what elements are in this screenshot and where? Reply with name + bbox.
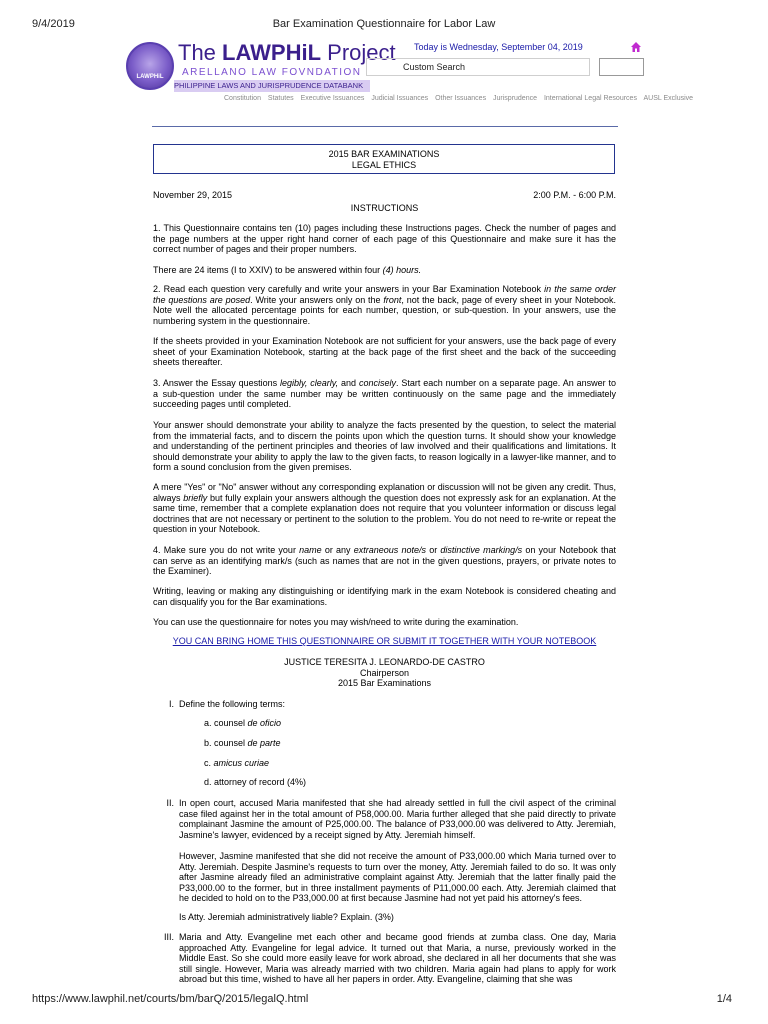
question-1-d: d. attorney of record (4%) (204, 777, 307, 787)
home-icon[interactable] (630, 41, 642, 53)
signatory-role: Chairperson (359, 667, 410, 678)
instruction-4: 4. Make sure you do not write your name or any extraneous note/s or distinctive marking/s on your Notebook that can serve as an identifying mark/s (such as names that are not in the given questions, prayers, or private notes to the Examiner). (153, 545, 616, 577)
exam-date: November 29, 2015 (153, 190, 233, 200)
instruction-extra-sheets: If the sheets provided in your Examination Notebook are not sufficient for your answers, use the back page of every sheet of your Examination Notebook, starting at the back page of the first sheet and the back of the succeeding sheets thereafter. (153, 336, 616, 368)
instruction-answer-quality: Your answer should demonstrate your ability to analyze the facts presented by the question, to select the material from the immaterial facts, and to discern the points upon which the question turns. It should show your knowledge and understanding of the pertinent principles and theories of law involved and their qualifications and limitations. It should demonstrate your ability to apply the law to the given facts, to reason logically in a lawyer-like manner, and to form a sound conclusion from the given premises. (153, 420, 616, 473)
print-page-number: 1/4 (716, 993, 732, 1005)
logo-band: PHILIPPINE LAWS AND JURISPRUDENCE DATABANK (174, 80, 370, 92)
lawphil-logo[interactable] (126, 40, 396, 94)
instruction-cheating: Writing, leaving or making any distinguishing or identifying mark in the exam Notebook is considered cheating and can disqualify you for the Bar examinations. (153, 586, 616, 607)
exam-title: 2015 BAR EXAMINATIONS (328, 149, 440, 159)
nav-other-issuances[interactable]: Other Issuances (435, 95, 487, 102)
question-number: II. (166, 798, 174, 808)
instruction-2: 2. Read each question very carefully and write your answers in your Bar Examination Notebook in the same order the questions are posed. Write your answers only on the front, not the back, page of every sheet in your Notebook. Note well the allocated percentage points for each number, question, or sub-question. In your answers, use the numbering system in the questionnaire. (153, 284, 616, 326)
site-nav (224, 95, 698, 102)
today-date: Today is Wednesday, September 04, 2019 (414, 42, 583, 52)
nav-jurisprudence[interactable]: Jurisprudence (493, 95, 537, 102)
nav-judicial-issuances[interactable]: Judicial Issuances (371, 95, 429, 102)
logo-subtitle: ARELLANO LAW FOVNDATION (182, 67, 362, 78)
nav-ausl-exclusive[interactable]: AUSL Exclusive (643, 95, 694, 102)
question-1-a: a. counsel de oficio (204, 718, 282, 728)
instruction-explain: A mere "Yes" or "No" answer without any corresponding explanation or discussion will not be given any credit. Thus, always briefly but fully explain your answers although the question does not expressly ask for an explanation. At the same time, remember that a complete explanation does not require that you volunteer information or discuss legal doctrines that are not necessary or pertinent to the solution to the problem. You do not need to re-write or repeat the question in your Notebook. (153, 482, 616, 535)
nav-statutes[interactable]: Statutes (267, 95, 294, 102)
bring-home-notice: YOU CAN BRING HOME THIS QUESTIONNAIRE OR SUBMIT IT TOGETHER WITH YOUR NOTEBOOK (172, 636, 597, 646)
question-1-c: c. amicus curiae (204, 758, 270, 768)
print-date: 9/4/2019 (32, 18, 75, 30)
exam-title-box (153, 144, 615, 174)
exam-time: 2:00 P.M. - 6:00 P.M. (533, 190, 616, 200)
signatory-name: JUSTICE TERESITA J. LEONARDO-DE CASTRO (284, 657, 485, 667)
question-1-b: b. counsel de parte (204, 738, 281, 748)
question-3-facts: Maria and Atty. Evangeline met each other and became good friends at zumba class. One day, Maria approached Atty. Evangeline for legal advice. It turned out that Maria, a nurse, previously worked in the Middle East. So she could more easily leave for work abroad, she declared in all her documents that she was still single. However, Maria was already married with two children. Maria again had plans to apply for work abroad but this time, wished to have all her papers in order. Atty. Evangeline, claiming that she was (179, 932, 616, 985)
instruction-items-count: There are 24 items (I to XXIV) to be answered within four (4) hours. (153, 265, 422, 275)
nav-international-legal-resources[interactable]: International Legal Resources (543, 95, 637, 102)
question-2-facts: In open court, accused Maria manifested that she had already settled in full the civil aspect of the criminal case filed against her in the total amount of P58,000.00. Maria further alleged that she paid directly to private complainant Jasmine the amount of P25,000.00. The balance of P33,000.00 was delivered to Atty. Jeremiah, Jasmine's lawyer, evidenced by a receipt signed by Atty. Jeremiah himself. (179, 798, 616, 840)
print-page-title: Bar Examination Questionnaire for Labor Law (272, 18, 496, 30)
custom-search-input[interactable]: Custom Search (366, 58, 590, 76)
instruction-3: 3. Answer the Essay questions legibly, clearly, and concisely. Start each number on a separate page. An answer to a sub-question under the same number may be written continuously on the same page and the immediately succeeding pages until completed. (153, 378, 617, 410)
question-number: I. (168, 699, 174, 709)
question-2-facts-continued: However, Jasmine manifested that she did not receive the amount of P33,000.00 which Maria turned over to Atty. Jeremiah. Despite Jasmine's requests to turn over the money, Atty. Jeremiah failed to do so. It was only after Jasmine already filed an administrative complaint against Atty. Jeremiah that the latter finally paid the P33,000.00 to the former, but in three installment payments of P11,000.00 each. Atty. Jeremiah claimed that he decided to hold on to the P33,000.00 at first because Jasmine had not yet paid his attorney's fees. (179, 851, 616, 904)
search-button[interactable] (599, 58, 644, 76)
header-divider (152, 126, 618, 127)
logo-title: The LAWPHiL Project (178, 40, 396, 65)
lawphil-seal-icon: LAWPHiL (126, 42, 174, 90)
signatory-body: 2015 Bar Examinations (337, 678, 432, 689)
print-url: https://www.lawphil.net/courts/bm/barQ/2015/legalQ.html (32, 993, 309, 1005)
nav-constitution[interactable]: Constitution (224, 95, 261, 102)
question-1-text: Define the following terms: (179, 699, 286, 709)
nav-executive-issuances[interactable]: Executive Issuances (300, 95, 365, 102)
question-number: III. (163, 932, 174, 942)
exam-subject: LEGAL ETHICS (351, 160, 417, 170)
question-2-ask: Is Atty. Jeremiah administratively liable? Explain. (3%) (179, 912, 394, 922)
instruction-notes: You can use the questionnaire for notes you may wish/need to write during the examination. (153, 617, 519, 627)
signatory-block (153, 657, 616, 689)
instruction-1: 1. This Questionnaire contains ten (10) pages including these Instructions pages. Check the number of pages and the page numbers at the upper right hand corner of each page of this Questionnaire and make sure it has the correct number of pages and their proper numbers. (153, 223, 616, 255)
instructions-heading: INSTRUCTIONS (350, 203, 419, 213)
